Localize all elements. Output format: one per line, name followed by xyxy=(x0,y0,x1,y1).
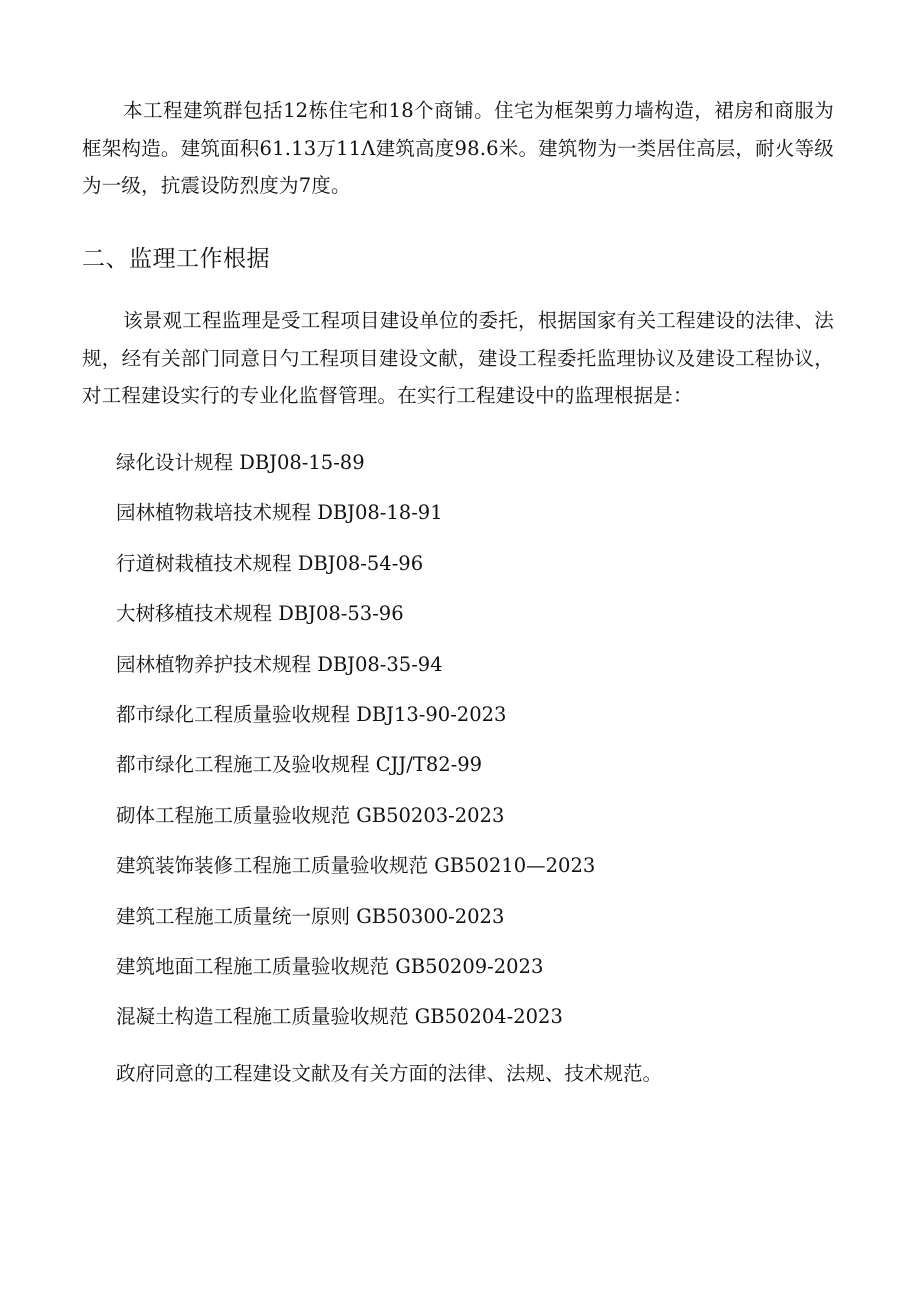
section-paragraph: 该景观工程监理是受工程项目建设单位的委托，根据国家有关工程建设的法律、法规，经有关部门同意日勺工程项目建设文献，建设工程委托监理协议及建设工程协议，对工程建设实行的专业化监督管理。在实行工程建设中的监理根据是： xyxy=(82,309,834,407)
closing-paragraph: 政府同意的工程建设文献及有关方面的法律、法规、技术规范。 xyxy=(116,1062,663,1085)
reference-item: 建筑地面工程施工质量验收规范 GB50209-2023 xyxy=(116,954,544,978)
reference-item: 都市绿化工程质量验收规程 DBJ13-90-2023 xyxy=(116,702,507,726)
reference-item: 建筑工程施工质量统一原则 GB50300-2023 xyxy=(116,904,505,928)
reference-item: 建筑装饰装修工程施工质量验收规范 GB50210—2023 xyxy=(116,854,596,878)
reference-item: 砌体工程施工质量验收规范 GB50203-2023 xyxy=(116,803,505,827)
reference-item: 行道树栽植技术规程 DBJ08-54-96 xyxy=(116,551,424,575)
intro-paragraph: 本工程建筑群包括12栋住宅和18个商铺。住宅为框架剪力墙构造，裙房和商服为框架构造。建筑面积61.13万11Λ建筑高度98.6米。建筑物为一类居住高层，耐火等级为一级，抗震设防烈度为7度。 xyxy=(82,99,834,197)
reference-item: 绿化设计规程 DBJ08-15-89 xyxy=(116,451,365,474)
reference-list xyxy=(116,445,595,1050)
reference-item: 大树移植技术规程 DBJ08-53-96 xyxy=(116,602,404,626)
reference-item: 都市绿化工程施工及验收规程 CJJ/T82-99 xyxy=(116,753,483,777)
reference-item: 园林植物养护技术规程 DBJ08-35-94 xyxy=(116,652,443,676)
reference-item: 混凝土构造工程施工质量验收规范 GB50204-2023 xyxy=(116,1005,563,1029)
section-heading: 二、监理工作根据 xyxy=(82,246,270,272)
reference-item: 园林植物栽培技术规程 DBJ08-18-91 xyxy=(116,501,443,525)
